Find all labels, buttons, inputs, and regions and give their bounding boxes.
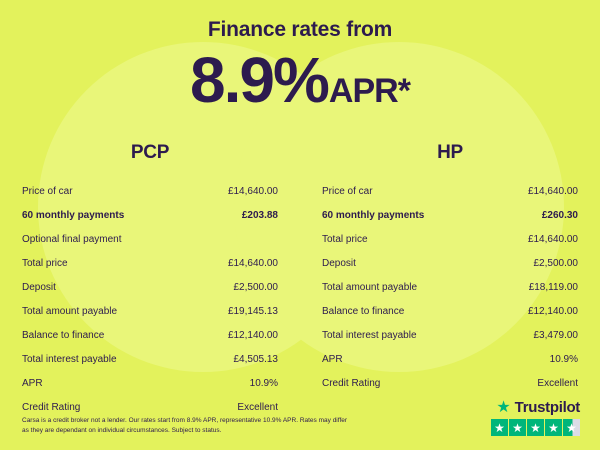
table-row: [22, 276, 278, 300]
row-label: Deposit: [22, 282, 56, 293]
row-label: Total interest payable: [322, 330, 417, 341]
star-glyph: ★: [548, 420, 559, 435]
column-title-pcp: PCP: [130, 142, 170, 163]
star-glyph: ★: [530, 420, 541, 435]
row-value: £14,640.00: [227, 258, 278, 269]
star-glyph: ★: [566, 420, 577, 435]
row-value: 10.9%: [249, 378, 278, 389]
row-value: £2,500.00: [233, 282, 278, 293]
table-row: [322, 228, 578, 252]
row-label: Total interest payable: [22, 354, 117, 365]
row-value: Excellent: [537, 378, 578, 389]
table-row: [22, 372, 278, 396]
row-value: £3,479.00: [533, 330, 578, 341]
row-value: £12,140.00: [227, 330, 278, 341]
star-icon: ★: [496, 398, 511, 416]
row-value: £14,640.00: [527, 234, 578, 245]
trustpilot-logo: [491, 399, 580, 416]
row-label: Total price: [22, 258, 68, 269]
finance-column-pcp: [0, 142, 300, 420]
star-icon: [527, 419, 544, 436]
table-row: [22, 228, 278, 252]
table-row: [22, 300, 278, 324]
row-value: £14,640.00: [527, 186, 578, 197]
finance-column-hp: [300, 142, 600, 420]
row-label: Deposit: [322, 258, 356, 269]
row-label: APR: [322, 354, 343, 365]
page-title: Finance rates from: [207, 18, 393, 41]
table-row: [322, 276, 578, 300]
row-value: £18,119.00: [528, 282, 578, 293]
headline-rate: [0, 44, 600, 116]
disclaimer-text: Carsa is a credit broker not a lender. Our rates start from 8.9% APR, representative 10.9% APR. Rates may differ as they are dependant on individual circumstances. Subject to status.: [22, 416, 348, 434]
row-label: Balance to finance: [22, 330, 105, 341]
table-row: [22, 348, 278, 372]
finance-comparison: [0, 142, 600, 420]
column-title-hp: HP: [437, 142, 463, 163]
table-row: [322, 324, 578, 348]
card-footer: [0, 394, 600, 450]
star-icon: [491, 419, 508, 436]
table-row: [22, 180, 278, 204]
row-value: £2,500.00: [533, 258, 578, 269]
trustpilot-rating[interactable]: [491, 399, 580, 436]
row-value: £19,145.13: [227, 306, 278, 317]
row-label: Price of car: [322, 186, 373, 197]
table-row: [322, 180, 578, 204]
row-label: APR: [22, 378, 43, 389]
row-label: Credit Rating: [322, 378, 381, 389]
table-row: [322, 372, 578, 396]
table-row: [322, 300, 578, 324]
table-row: [22, 252, 278, 276]
trustpilot-name: Trustpilot: [514, 399, 580, 416]
rate-suffix: APR*: [328, 72, 410, 110]
row-label: 60 monthly payments: [322, 210, 425, 221]
row-label: Price of car: [22, 186, 73, 197]
table-row: [322, 348, 578, 372]
row-label: Total amount payable: [322, 282, 418, 293]
row-label: Credit Rating: [22, 402, 81, 413]
star-icon: [509, 419, 526, 436]
star-glyph: ★: [494, 420, 505, 435]
row-label: Total price: [322, 234, 368, 245]
star-glyph: ★: [512, 420, 523, 435]
star-icon: [545, 419, 562, 436]
row-value: 10.9%: [549, 354, 578, 365]
row-label: Balance to finance: [322, 306, 405, 317]
trustpilot-stars: [491, 419, 580, 436]
row-value: £12,140.00: [527, 306, 578, 317]
table-row: [22, 324, 278, 348]
table-row: [22, 204, 278, 228]
row-value: £260.30: [541, 210, 578, 221]
star-icon-half: [563, 419, 580, 436]
row-label: 60 monthly payments: [22, 210, 125, 221]
row-value: £4,505.13: [233, 354, 278, 365]
table-row: [322, 204, 578, 228]
table-row: [322, 252, 578, 276]
row-label: Total amount payable: [22, 306, 118, 317]
row-value: £203.88: [241, 210, 278, 221]
rate-value: 8.9%: [190, 44, 328, 116]
row-value: Excellent: [237, 402, 278, 413]
row-label: Optional final payment: [22, 234, 122, 245]
row-value: £14,640.00: [227, 186, 278, 197]
